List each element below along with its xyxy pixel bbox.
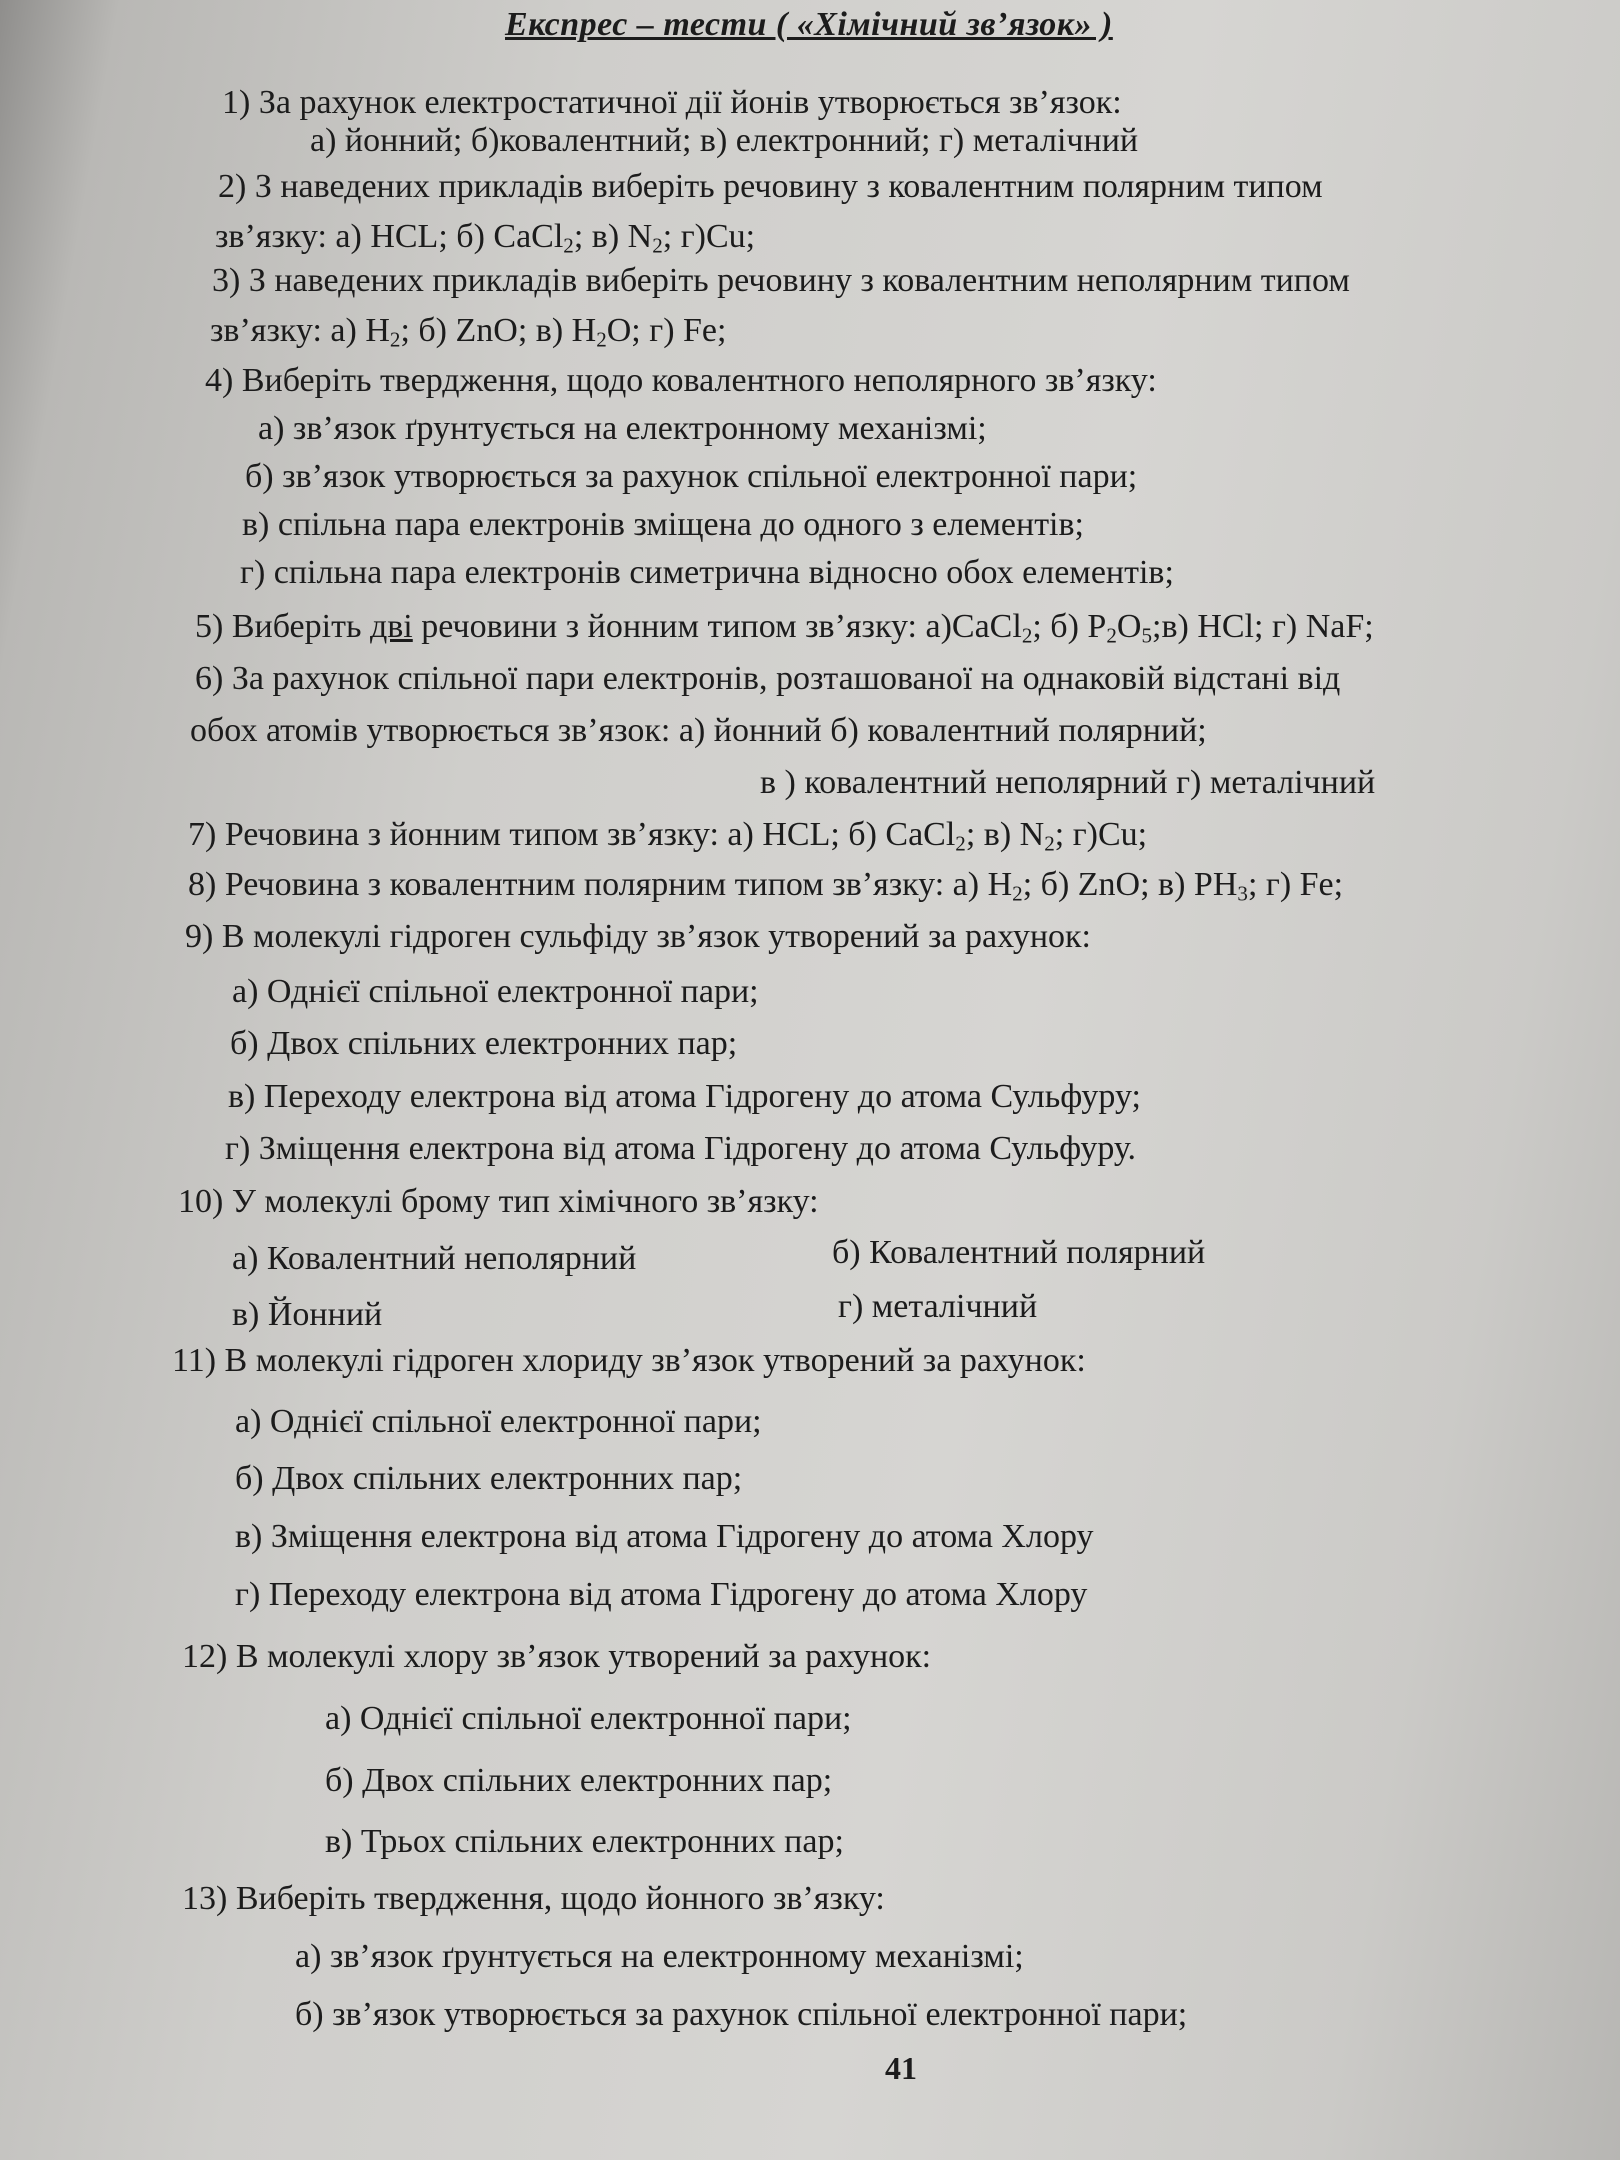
question-12: 12) В молекулі хлору зв’язок утворений за рахунок: (182, 1638, 932, 1675)
question-10-option-a: а) Ковалентний неполярний (232, 1240, 637, 1277)
question-11-option-d: г) Переходу електрона від атома Гідрогену до атома Хлору (235, 1576, 1088, 1613)
question-11-option-c: в) Зміщення електрона від атома Гідрогену до атома Хлору (235, 1518, 1094, 1555)
question-8: 8) Речовина з ковалентним полярним типом зв’язку: а) $H_2$; б) ZnO; в) $PH_3$; г) Fe; (188, 866, 1344, 906)
question-9-option-d: г) Зміщення електрона від атома Гідрогену до атома Сульфуру. (225, 1130, 1136, 1167)
question-4-option-c: в) спільна пара електронів зміщена до одного з елементів; (242, 506, 1084, 543)
question-7: 7) Речовина з йонним типом зв’язку: а) HCL; б) CaCl$_2$; в) $N_2$; г)Cu; (188, 816, 1148, 856)
question-10-option-d: г) металічний (838, 1288, 1038, 1325)
question-5: 5) Виберіть дві речовини з йонним типом зв’язку: а)CaCl$_2$; б) $P_2O_5;в$) HCl; г) NaF; (195, 608, 1374, 648)
question-1: 1) За рахунок електростатичної дії йонів утворюється зв’язок: (222, 84, 1122, 121)
question-6-options-line: обох атомів утворюється зв’язок: а) йонний б) ковалентний полярний; (190, 712, 1207, 749)
question-9-option-c: в) Переходу електрона від атома Гідрогену до атома Сульфуру; (228, 1078, 1141, 1115)
question-4-option-a: а) зв’язок ґрунтується на електронному механізмі; (258, 410, 987, 447)
question-9-option-a: а) Однієї спільної електронної пари; (232, 973, 759, 1010)
question-3: 3) З наведених прикладів виберіть речовину з ковалентним неполярним типом (212, 262, 1350, 299)
question-13-option-a: а) зв’язок ґрунтується на електронному механізмі; (295, 1938, 1024, 1975)
question-11: 11) В молекулі гідроген хлориду зв’язок утворений за рахунок: (172, 1342, 1086, 1379)
question-10-option-c: в) Йонний (232, 1296, 383, 1333)
question-2: 2) З наведених прикладів виберіть речовину з ковалентним полярним типом (218, 168, 1323, 205)
question-10-option-b: б) Ковалентний полярний (832, 1234, 1206, 1271)
question-12-option-a: а) Однієї спільної електронної пари; (325, 1700, 852, 1737)
question-6: 6) За рахунок спільної пари електронів, розташованої на однаковій відстані від (195, 660, 1341, 697)
question-1-options: а) йонний; б)ковалентний; в) електронний; г) металічний (310, 122, 1139, 159)
question-11-option-a: а) Однієї спільної електронної пари; (235, 1403, 762, 1440)
question-13-option-b: б) зв’язок утворюється за рахунок спільної електронної пари; (295, 1996, 1188, 2033)
question-13: 13) Виберіть твердження, щодо йонного зв’язку: (182, 1880, 885, 1917)
page-number: 41 (885, 2050, 917, 2086)
question-12-option-c: в) Трьох спільних електронних пар; (325, 1823, 844, 1860)
question-9-option-b: б) Двох спільних електронних пар; (230, 1025, 738, 1062)
question-12-option-b: б) Двох спільних електронних пар; (325, 1762, 833, 1799)
question-4-option-d: г) спільна пара електронів симетрична відносно обох елементів; (240, 554, 1174, 591)
question-2-options: зв’язку: а) HCL; б) CaCl$_2$; в) $N_2$; г)Cu; (215, 218, 756, 258)
question-3-options: зв’язку: а) $H_2$; б) ZnO; в) $H_2O$; г) Fe; (210, 312, 727, 352)
page-title: Експрес – тести ( «Хімічний зв’язок» ) (505, 6, 1113, 43)
question-11-option-b: б) Двох спільних електронних пар; (235, 1460, 743, 1497)
question-6-options-line: в ) ковалентний неполярний г) металічний (760, 764, 1376, 801)
question-10: 10) У молекулі брому тип хімічного зв’язку: (178, 1183, 819, 1220)
question-9: 9) В молекулі гідроген сульфіду зв’язок утворений за рахунок: (185, 918, 1091, 955)
question-4: 4) Виберіть твердження, щодо ковалентного неполярного зв’язку: (205, 362, 1157, 399)
question-4-option-b: б) зв’язок утворюється за рахунок спільної електронної пари; (245, 458, 1138, 495)
